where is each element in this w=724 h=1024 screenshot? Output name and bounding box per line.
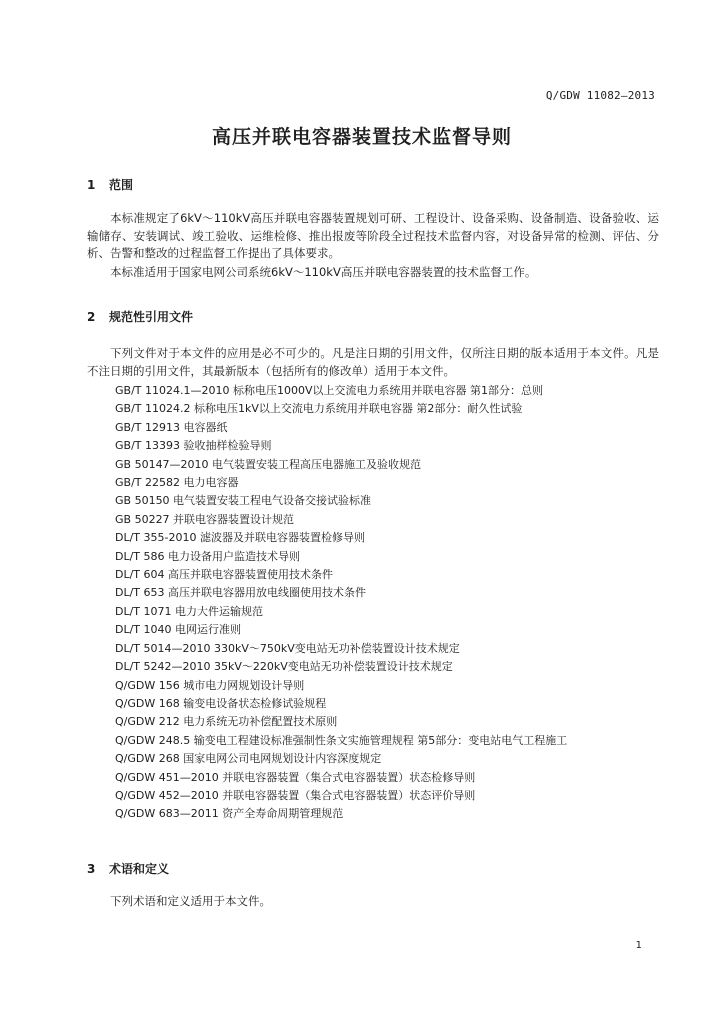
reference-item: GB/T 22582 电力电容器	[115, 476, 239, 490]
reference-item: Q/GDW 452—2010 并联电容器装置（集合式电容器装置）状态评价导则	[115, 788, 476, 802]
section-2-heading	[87, 308, 193, 325]
section-2-title: 规范性引用文件	[109, 310, 194, 324]
reference-item: DL/T 604 高压并联电容器装置使用技术条件	[115, 568, 334, 582]
section-3-intro: 下列术语和定义适用于本文件。	[110, 894, 271, 908]
reference-item: Q/GDW 168 输变电设备状态检修试验规程	[115, 696, 327, 710]
page-number: 1	[635, 940, 642, 951]
section-1-heading	[87, 176, 133, 193]
reference-item: Q/GDW 683—2011 资产全寿命周期管理规范	[115, 807, 344, 821]
reference-item: Q/GDW 268 国家电网公司电网规划设计内容深度规定	[115, 752, 382, 766]
reference-item: DL/T 5242—2010 35kV～220kV变电站无功补偿装置设计技术规定	[115, 660, 453, 674]
section-1-paragraph-1: 本标准规定了6kV～110kV高压并联电容器装置规划可研、工程设计、设备采购、设备制造、设备验收、运输储存、安装调试、竣工验收、运维检修、推出报废等阶段全过程技术监督内容，对设备异常的检测、评估、分析、告警和整改的过程监督工作提出了具体要求。	[87, 211, 659, 260]
reference-item: DL/T 653 高压并联电容器用放电线圈使用技术条件	[115, 586, 367, 600]
reference-item: GB 50147—2010 电气装置安装工程高压电器施工及验收规范	[115, 457, 422, 471]
reference-item: DL/T 5014—2010 330kV～750kV变电站无功补偿装置设计技术规定	[115, 641, 460, 655]
reference-item: Q/GDW 156 城市电力网规划设计导则	[115, 678, 305, 692]
reference-item: Q/GDW 451—2010 并联电容器装置（集合式电容器装置）状态检修导则	[115, 770, 476, 784]
section-3-number: 3	[87, 862, 96, 876]
section-1-number: 1	[87, 178, 96, 192]
reference-item: GB/T 12913 电容器纸	[115, 420, 228, 434]
reference-item: GB/T 11024.2 标称电压1kV以上交流电力系统用并联电容器 第2部分：耐久性试验	[115, 402, 523, 416]
reference-item: DL/T 586 电力设备用户监造技术导则	[115, 549, 301, 563]
reference-item: GB 50227 并联电容器装置设计规范	[115, 512, 295, 526]
normative-reference-list	[115, 382, 567, 824]
section-1-paragraph-2: 本标准适用于国家电网公司系统6kV～110kV高压并联电容器装置的技术监督工作。	[110, 265, 537, 279]
reference-item: DL/T 355-2010 滤波器及并联电容器装置检修导则	[115, 531, 365, 545]
section-3-heading	[87, 860, 169, 877]
section-1-title: 范围	[109, 178, 134, 192]
reference-item: GB/T 11024.1—2010 标称电压1000V以上交流电力系统用并联电容器 第1部分：总则	[115, 384, 543, 397]
reference-item: GB 50150 电气装置安装工程电气设备交接试验标准	[115, 494, 372, 508]
section-2-intro: 下列文件对于本文件的应用是必不可少的。凡是注日期的引用文件，仅所注日期的版本适用于本文件。凡是不注日期的引用文件，其最新版本（包括所有的修改单）适用于本文件。	[87, 346, 659, 378]
standard-code: Q/GDW 11082—2013	[545, 89, 655, 102]
document-title: 高压并联电容器装置技术监督导则	[211, 126, 512, 148]
reference-item: Q/GDW 248.5 输变电工程建设标准强制性条文实施管理规程 第5部分：变电站电气工程施工	[115, 733, 568, 747]
section-2-number: 2	[87, 310, 96, 324]
reference-item: Q/GDW 212 电力系统无功补偿配置技术原则	[115, 715, 338, 729]
reference-item: DL/T 1040 电网运行准则	[115, 623, 242, 637]
reference-item: GB/T 13393 验收抽样检验导则	[115, 439, 272, 453]
reference-item: DL/T 1071 电力大件运输规范	[115, 604, 264, 618]
section-3-title: 术语和定义	[109, 862, 170, 876]
